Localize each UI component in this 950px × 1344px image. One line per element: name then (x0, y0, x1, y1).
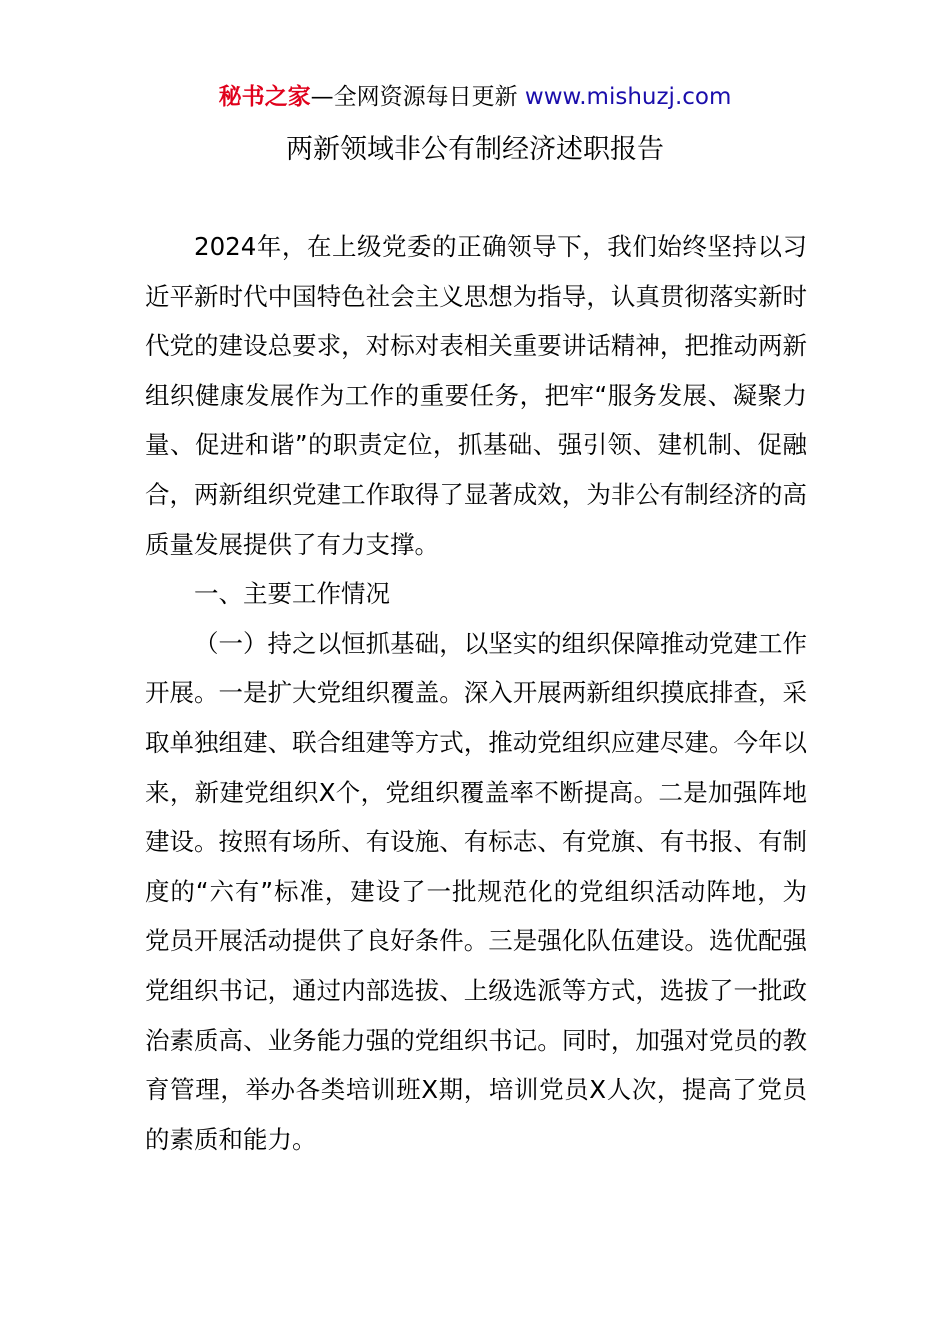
site-brand: 秘书之家 (218, 84, 311, 110)
intro-paragraph: 2024年，在上级党委的正确领导下，我们始终坚持以习近平新时代中国特色社会主义思想为指导，认真贯彻落实新时代党的建设总要求，对标对表相关重要讲话精神，把推动两新组织健康发展作为工作的重要任务，把牢“服务发展、凝聚力量、促进和谐”的职责定位，抓基础、强引领、建机制、促融合，两新组织党建工作取得了显著成效，为非公有制经济的高质量发展提供了有力支撑。 (145, 232, 807, 559)
section-heading: 一、主要工作情况 (194, 579, 390, 609)
body-paragraph: （一）持之以恒抓基础，以坚实的组织保障推动党建工作开展。一是扩大党组织覆盖。深入开展两新组织摸底排查，采取单独组建、联合组建等方式，推动党组织应建尽建。今年以来，新建党组织X个，党组织覆盖率不断提高。二是加强阵地建设。按照有场所、有设施、有标志、有党旗、有书报、有制度的“六有”标准，建设了一批规范化的党组织活动阵地，为党员开展活动提供了良好条件。三是强化队伍建设。选优配强党组织书记，通过内部选拔、上级选派等方式，选拔了一批政治素质高、业务能力强的党组织书记。同时，加强对党员的教育管理，举办各类培训班X期，培训党员X人次，提高了党员的素质和能力。 (145, 628, 807, 1154)
site-url-link[interactable]: www.mishuzj.com (524, 84, 732, 110)
document-body (145, 222, 807, 1164)
document-title: 两新领域非公有制经济述职报告 (286, 134, 664, 165)
site-tagline: —全网资源每日更新 (310, 84, 518, 110)
site-banner (0, 80, 950, 114)
